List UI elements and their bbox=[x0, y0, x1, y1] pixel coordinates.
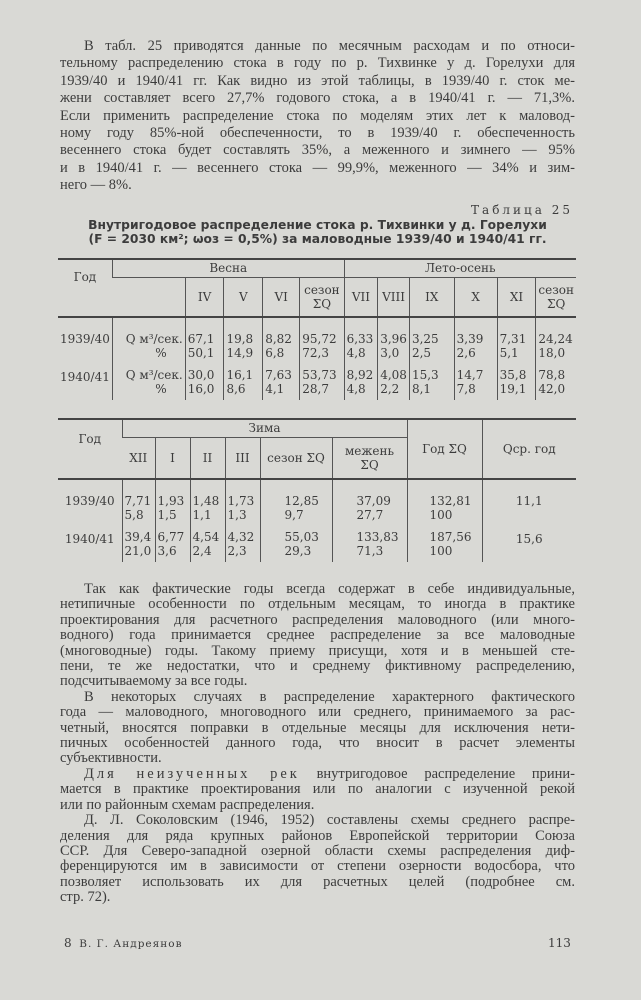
value-cell bbox=[155, 526, 190, 562]
value-cell bbox=[185, 317, 224, 364]
text-line: мается в практике проектирования или по аналогии с изученной рекой bbox=[60, 781, 575, 798]
text-line: Так как фактические годы всегда содержат в себе индивидуальные, bbox=[84, 581, 575, 597]
text-line: четный, вносятся поправки в отдельные месяцы для исключения нети- bbox=[60, 719, 575, 736]
group-header-summer-autumn: Лето-осень bbox=[344, 259, 576, 277]
discharge-value: 6,33 bbox=[346, 332, 374, 346]
page-number: 113 bbox=[548, 936, 571, 950]
table-caption bbox=[60, 218, 575, 246]
text-line: подсчитываемому за все годы. bbox=[60, 673, 248, 690]
text-line: ному году 85%-ной обеспеченности, то в 1939/40 г. обеспеченность bbox=[60, 125, 575, 142]
value-cell bbox=[536, 364, 576, 400]
discharge-value: 132,81 bbox=[429, 494, 472, 508]
value-cell bbox=[122, 526, 155, 562]
percent-value: 2,6 bbox=[456, 346, 476, 360]
percent-value: 29,3 bbox=[284, 544, 312, 558]
text-line: него — 8%. bbox=[60, 177, 132, 194]
text-line: ССР. Для Северо-западной озерной области схемы распределения диф- bbox=[60, 842, 575, 859]
col-header-unit bbox=[112, 277, 185, 317]
text-line: ференцируются им в зависимости от степени озерности водосбора, что bbox=[60, 858, 575, 875]
text-line: Д. Л. Соколовским (1946, 1952) составлены схемы среднего распре- bbox=[84, 812, 575, 829]
discharge-value: 39,4 bbox=[124, 530, 152, 544]
unit-label: % bbox=[155, 346, 167, 360]
text-line: В табл. 25 приводятся данные по месячным расходам и по относи- bbox=[84, 38, 575, 54]
percent-value: 19,1 bbox=[499, 382, 527, 396]
percent-value: 1,1 bbox=[192, 508, 212, 522]
discharge-value: 7,71 bbox=[124, 494, 152, 508]
unit-label: Q м³/сек. bbox=[125, 368, 183, 382]
value-cell bbox=[263, 364, 300, 400]
discharge-value: 8,82 bbox=[265, 332, 292, 346]
text-line: деления для ряда крупных районов Европейской территории Союза bbox=[60, 827, 575, 844]
table-row bbox=[58, 479, 576, 526]
text-line: субъективности. bbox=[60, 750, 162, 767]
q-mean-cell: 15,6 bbox=[482, 526, 576, 562]
percent-value: 7,8 bbox=[456, 382, 476, 396]
unit-label: Q м³/сек. bbox=[125, 332, 183, 346]
discharge-value: 3,96 bbox=[380, 332, 407, 346]
value-cell bbox=[536, 317, 576, 364]
group-header-winter: Зима bbox=[122, 419, 407, 437]
value-cell bbox=[332, 526, 407, 562]
table-number: Таблица 25 bbox=[471, 203, 573, 217]
footer-signature bbox=[64, 936, 183, 951]
caption-line: Внутригодовое распределение стока р. Тихвинки у д. Горелухи bbox=[88, 218, 547, 232]
header-row bbox=[58, 277, 576, 317]
paragraph-intro bbox=[60, 38, 575, 195]
percent-value: 2,4 bbox=[192, 544, 212, 558]
text-line: Если применить распределение стока по моделям этих лет к маловод- bbox=[60, 107, 575, 124]
discharge-value: 78,8 bbox=[538, 368, 566, 382]
value-cell bbox=[224, 364, 263, 400]
percent-value: 8,6 bbox=[226, 382, 246, 396]
discharge-value: 19,8 bbox=[226, 332, 254, 346]
discharge-value: 4,54 bbox=[192, 530, 220, 544]
group-header-spring: Весна bbox=[112, 259, 344, 277]
col-header-month: XI bbox=[497, 277, 536, 317]
value-cell bbox=[378, 317, 410, 364]
value-cell bbox=[454, 364, 497, 400]
col-header-month: сезон ΣQ bbox=[260, 437, 332, 479]
year-cell: 1940/41 bbox=[64, 532, 115, 546]
discharge-value: 6,77 bbox=[157, 530, 185, 544]
discharge-value: 4,08 bbox=[380, 368, 407, 382]
percent-value: 21,0 bbox=[124, 544, 152, 558]
unit-label-cell bbox=[112, 364, 185, 400]
discharge-value: 15,3 bbox=[411, 368, 439, 382]
year-cell: 1939/40 bbox=[64, 494, 115, 508]
year-cell: 1940/41 bbox=[60, 370, 110, 384]
value-cell bbox=[407, 479, 482, 526]
author-name: В. Г. Андреянов bbox=[79, 938, 183, 950]
value-cell bbox=[300, 317, 344, 364]
signature-mark: 8 bbox=[64, 936, 72, 950]
value-cell bbox=[344, 364, 378, 400]
table-row bbox=[58, 364, 576, 400]
col-header-month: V bbox=[224, 277, 263, 317]
col-header-month: X bbox=[454, 277, 497, 317]
value-cell bbox=[300, 364, 344, 400]
percent-value: 2,5 bbox=[411, 346, 432, 360]
percent-value: 42,0 bbox=[538, 382, 566, 396]
text-line: водного) года принимается среднее распределение за все маловодные bbox=[60, 627, 575, 644]
text-line: пени, те же недостатки, что и среднему фиктивному распределению, bbox=[60, 658, 575, 675]
percent-value: 72,3 bbox=[302, 346, 329, 360]
discharge-value: 3,39 bbox=[456, 332, 484, 346]
col-header-year-sum: Год ΣQ bbox=[407, 419, 482, 479]
value-cell bbox=[378, 364, 410, 400]
text-line: и в 1940/41 г. — весеннего стока — 99,9%, меженного — 34% и зим- bbox=[60, 159, 575, 176]
value-cell bbox=[260, 479, 332, 526]
text-line: проектирования для расчетного распределения маловодного (или много- bbox=[60, 611, 575, 628]
discharge-value: 67,1 bbox=[187, 332, 215, 346]
discharge-value: 53,73 bbox=[302, 368, 337, 382]
col-header-month: сезон ΣQ bbox=[536, 277, 576, 317]
percent-value: 100 bbox=[429, 508, 453, 522]
col-header-month: VII bbox=[344, 277, 378, 317]
discharge-value: 4,32 bbox=[227, 530, 255, 544]
col-header-month: IX bbox=[409, 277, 454, 317]
value-cell bbox=[155, 479, 190, 526]
percent-value: 28,7 bbox=[302, 382, 329, 396]
value-cell bbox=[332, 479, 407, 526]
percent-value: 71,3 bbox=[356, 544, 384, 558]
percent-value: 8,1 bbox=[411, 382, 432, 396]
value-cell bbox=[409, 364, 454, 400]
discharge-value: 7,63 bbox=[265, 368, 292, 382]
discharge-value: 133,83 bbox=[356, 530, 399, 544]
col-header-month: IV bbox=[185, 277, 224, 317]
discharge-value: 1,73 bbox=[227, 494, 255, 508]
value-cell bbox=[497, 364, 536, 400]
text-line: тельному распределению стока в году по р. Тихвинке у д. Горелухи для bbox=[60, 55, 575, 72]
discharge-value: 35,8 bbox=[499, 368, 527, 382]
percent-value: 16,0 bbox=[187, 382, 215, 396]
discharge-value: 12,85 bbox=[284, 494, 319, 508]
discharge-value: 55,03 bbox=[284, 530, 319, 544]
col-header-year: Год bbox=[58, 259, 112, 317]
table-part-spring-summer bbox=[58, 258, 576, 400]
text-line: (многоводные) годы. Такому приему присущи, хотя и в меньшей сте- bbox=[60, 642, 575, 659]
unit-label: % bbox=[155, 382, 167, 396]
text-fragment: внутригодовое распределение прини- bbox=[316, 765, 575, 782]
percent-value: 3,6 bbox=[157, 544, 177, 558]
discharge-value: 1,48 bbox=[192, 494, 220, 508]
percent-value: 14,9 bbox=[226, 346, 254, 360]
value-cell bbox=[190, 526, 225, 562]
q-mean-cell: 11,1 bbox=[482, 479, 576, 526]
text-line: весеннего стока будет составлять 35%, а меженного и зимнего — 95% bbox=[60, 142, 575, 159]
percent-value: 50,1 bbox=[187, 346, 215, 360]
discharge-value: 30,0 bbox=[187, 368, 215, 382]
discharge-value: 95,72 bbox=[302, 332, 337, 346]
year-cell: 1939/40 bbox=[60, 332, 110, 346]
text-line: или по районным схемам распределения. bbox=[60, 796, 315, 813]
col-header-q-mean: Qср. год bbox=[482, 419, 576, 479]
discharge-value: 24,24 bbox=[538, 332, 573, 346]
value-cell bbox=[190, 479, 225, 526]
col-header-month: III bbox=[225, 437, 260, 479]
percent-value: 4,8 bbox=[346, 382, 366, 396]
col-header-month: VIII bbox=[378, 277, 410, 317]
value-cell bbox=[225, 479, 260, 526]
value-cell bbox=[224, 317, 263, 364]
percent-value: 9,7 bbox=[284, 508, 304, 522]
col-header-month: межень ΣQ bbox=[332, 437, 407, 479]
discharge-value: 8,92 bbox=[346, 368, 374, 382]
value-cell bbox=[497, 317, 536, 364]
discharge-value: 37,09 bbox=[356, 494, 391, 508]
text-line: стр. 72). bbox=[60, 889, 111, 906]
caption-line: (F = 2030 км²; ωоз = 0,5%) за маловодные 1939/40 и 1940/41 гг. bbox=[88, 232, 547, 246]
table-row bbox=[58, 526, 576, 562]
text-line: позволяет использовать их для расчетных целей (подробнее см. bbox=[60, 873, 575, 890]
percent-value: 4,8 bbox=[346, 346, 366, 360]
discharge-value: 1,93 bbox=[157, 494, 185, 508]
text-line: жени составляет всего 27,7% годового стока, а в 1940/41 г. — 71,3%. bbox=[60, 90, 575, 107]
col-header-month: II bbox=[190, 437, 225, 479]
col-header-month: XII bbox=[129, 450, 148, 465]
discharge-value: 7,31 bbox=[499, 332, 527, 346]
discharge-value: 187,56 bbox=[429, 530, 472, 544]
percent-value: 5,1 bbox=[499, 346, 519, 360]
percent-value: 18,0 bbox=[538, 346, 566, 360]
value-cell bbox=[407, 526, 482, 562]
percent-value: 2,2 bbox=[380, 382, 400, 396]
table-row bbox=[58, 317, 576, 364]
unit-label-cell bbox=[112, 317, 185, 364]
text-line: нетипичные особенности по отдельным месяцам, то иногда в практике bbox=[60, 596, 575, 613]
text-line: года — маловодного, многоводного или среднего, принимаемого за рас- bbox=[60, 704, 575, 721]
value-cell bbox=[260, 526, 332, 562]
value-cell bbox=[185, 364, 224, 400]
text-line: пичных особенностей данного года, что вносит в расчет элементы bbox=[60, 735, 575, 752]
paragraph-typical-years bbox=[60, 582, 575, 906]
percent-value: 5,8 bbox=[124, 508, 144, 522]
value-cell bbox=[409, 317, 454, 364]
col-header-month: I bbox=[155, 437, 190, 479]
text-line: В некоторых случаях в распределение характерного фактического bbox=[84, 688, 575, 705]
spaced-lead: Для неизученных рек bbox=[84, 765, 300, 782]
percent-value: 27,7 bbox=[356, 508, 384, 522]
text-line: 1939/40 и 1940/41 гг. Как видно из этой таблицы, в 1939/40 г. сток ме- bbox=[60, 72, 575, 89]
percent-value: 3,0 bbox=[380, 346, 400, 360]
discharge-value: 16,1 bbox=[226, 368, 254, 382]
percent-value: 100 bbox=[429, 544, 453, 558]
percent-value: 6,8 bbox=[265, 346, 285, 360]
table-part-winter bbox=[58, 418, 576, 562]
value-cell bbox=[454, 317, 497, 364]
text-line bbox=[60, 767, 575, 782]
discharge-value: 3,25 bbox=[411, 332, 439, 346]
col-header-year: Год bbox=[58, 419, 122, 479]
percent-value: 2,3 bbox=[227, 544, 247, 558]
value-cell bbox=[263, 317, 300, 364]
percent-value: 4,1 bbox=[265, 382, 285, 396]
percent-value: 1,5 bbox=[157, 508, 177, 522]
percent-value: 1,3 bbox=[227, 508, 247, 522]
value-cell bbox=[122, 479, 155, 526]
col-header-month: VI bbox=[263, 277, 300, 317]
col-header-month: сезон ΣQ bbox=[300, 277, 344, 317]
value-cell bbox=[344, 317, 378, 364]
discharge-value: 14,7 bbox=[456, 368, 484, 382]
value-cell bbox=[225, 526, 260, 562]
